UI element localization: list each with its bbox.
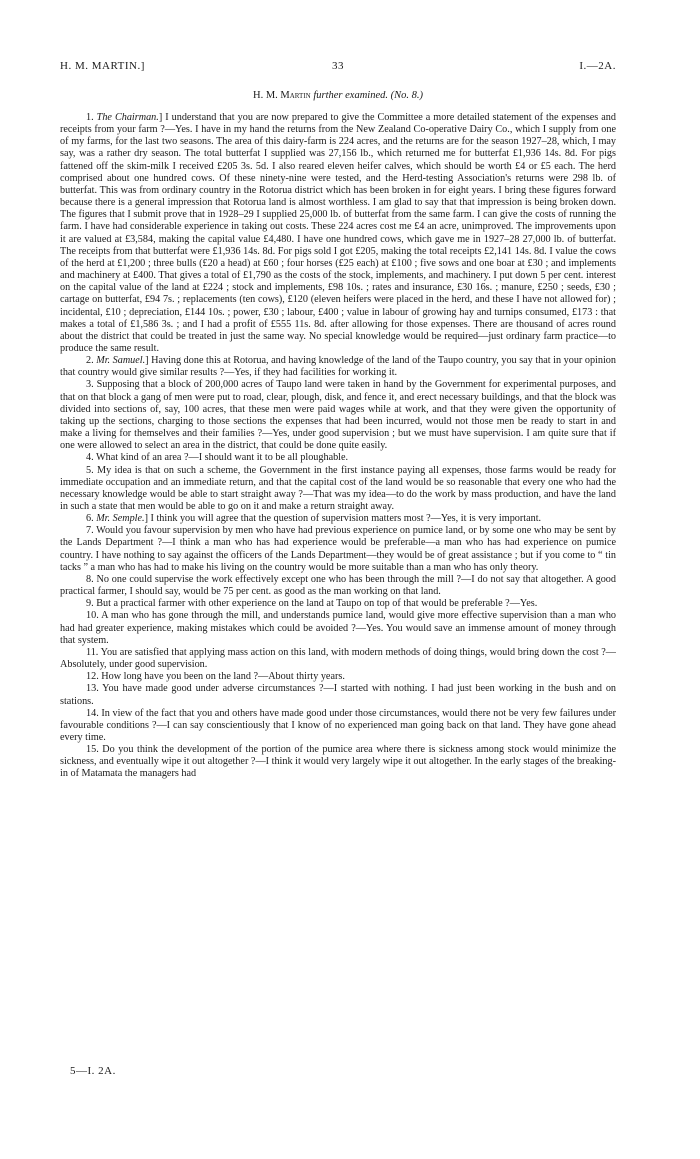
question-number: 4.: [86, 452, 97, 464]
paragraph-text: I think you will agree that the question of supervision matters most ?—Yes, it is very important.: [150, 513, 542, 525]
question-number: 13.: [86, 683, 103, 695]
paragraph-text: You are satisfied that applying mass action on this land, with modern methods of doing things, would bring down the cost ?—Absolutely, under good supervision.: [60, 646, 616, 671]
question-number: 9.: [86, 598, 97, 610]
paragraph-text: Supposing that a block of 200,000 acres of Taupo land were taken in hand by the Government for experimental purposes, and that on that block a gang of men were put to road, clear, plough, disk, and fence it, and erect necessary buildings, and that the block was divided into sections of, say, 100 acres, that these men were paid wages while at work, and that they were given the opportunity of taking up the sections, charging to those sections the expenses that had been incurred, would not those men be ready to start in and make a living for themselves and their families ?—Yes, under good supervision ; but we must have supervision. I am quite sure that if one were allowed to select an area in the district, that could be done quite easily.: [60, 379, 617, 452]
question-number: 1.: [86, 112, 97, 123]
question-number: 7.: [86, 525, 97, 537]
question-paragraph: [60, 355, 616, 379]
question-number: 6.: [86, 513, 97, 525]
question-number: 8.: [86, 573, 97, 585]
question-number: 11.: [86, 646, 101, 658]
question-paragraph: [60, 683, 616, 707]
speaker-bracket: ]: [158, 112, 166, 123]
question-paragraph: [60, 708, 616, 744]
speaker-name: The Chairman.: [96, 112, 159, 123]
question-paragraph: [60, 452, 616, 464]
question-paragraph: [60, 513, 616, 525]
document-reference: I.—2A.: [579, 60, 616, 72]
question-paragraph: [60, 647, 616, 671]
paragraph-text: You have made good under adverse circumstances ?—I started with nothing. I had just been working in the bush and on stations.: [60, 683, 617, 707]
paragraph-text: In view of the fact that you and others have made good under those circumstances, would there not be very few failures under favourable conditions ?—I can say conscientiously that I know of no experienced man going back on that land. They have gone ahead every time.: [60, 707, 617, 743]
question-paragraph: [60, 525, 616, 574]
speaker-name: Mr. Semple.: [96, 513, 145, 525]
paragraph-text: Do you think the development of the portion of the pumice area where there is sickness among stock would minimize the sickness, and eventually wipe it out altogether ?—I think it would very largely wipe it out altogether. In the early stages of the breaking-in of Matamata the managers had: [60, 744, 616, 780]
question-number: 12.: [86, 671, 102, 683]
question-paragraph: [60, 379, 616, 452]
speaker-bracket: ]: [144, 513, 151, 525]
witness-name: H. M. Martin: [252, 90, 311, 101]
page-number: 33: [332, 60, 344, 72]
paragraph-text: What kind of an area ?—I should want it to be all ploughable.: [96, 452, 349, 464]
question-paragraph: [60, 465, 616, 514]
paragraph-text: How long have you been on the land ?—About thirty years.: [101, 671, 345, 683]
question-paragraph: [60, 744, 616, 780]
running-head: [60, 60, 616, 76]
paragraph-text: Would you favour supervision by men who have had previous experience on pumice land, or by some one who may be sent by the Lands Department ?—I think a man who has had experience would be preferable—a man who has had experience on pumice country. I have nothing to say against the officers of the Lands Department—they would be of great assistance ; but if you come to “ tin tacks ” a man who has had to make his living on the country would be more suitable than a man who has only theory.: [60, 525, 616, 573]
speaker-name: Mr. Samuel.: [96, 355, 146, 367]
question-paragraph: [60, 574, 616, 598]
paragraph-text: My idea is that on such a scheme, the Government in the first instance paying all expenses, those farms would be ready for immediate occupation and an immediate return, and that the capital cost of the land would be so reasonable that every one who had the necessary knowledge would be able to start straight away ?—That was my idea—to do the work by mass production, and have the land in such a state that men would be able to go on it and make a return straight away.: [60, 464, 617, 512]
question-number: 2.: [86, 355, 97, 367]
running-head-author: H. M. MARTIN.]: [60, 60, 145, 72]
paragraph-text: I understand that you are now prepared to give the Committee a more detailed statement of the expenses and receipts from your farm ?—Yes. I have in my hand the returns from the New Zealand Co-operative Dairy Co., which I supply from one of my farms, for the last two seasons. The area of this dairy-farm is 224 acres, and the returns are for the season 1927–28, which, I may say, was a rather dry season. The total butterfat I supplied was 27,156 lb., which returned me for butterfat £1,936 14s. 8d. For pigs fattened off the skim-milk I received £205 3s. 5d. I also reared eleven heifer calves, which should be worth £4 or £5 each. The herd comprised about one hundred cows. Of these ninety-nine were tested, and the Herd-testing Association's returns were 298 lb. of butterfat. This was from ordinary country in the Rotorua district which has been broken in for eight years. I bring these figures forward because there is a general impression that Rotorua land is almost worthless. I am glad to say that that impression is being broken down. The figures that I submit prove that in 1928–29 I supplied 25,000 lb. of butterfat from the same farm. I can give the costs of running the farm. I have had considerable experience in taking out costs. These 224 acres cost me £4 an acre, unimproved. The improvements upon it are valued at £3,584, making the capital value £4,480. I have one hundred cows, which gave me in 1927–28 27,000 lb. of butterfat. The receipts from that butterfat were £1,936 14s. 8d. For pigs sold I got £205, making the total receipts £2,141 14s. 8d. I value the cows of the herd at £1,200 ; three bulls (£20 a head) at £60 ; four horses (£25 each) at £100 ; five sows and one boar at £30 ; and implements and machinery at £400. That gives a total of £1,790 as the costs of the stock, implements, and machinery. I put down 5 per cent. interest on the capital value of the land at £224 ; stock and implements, £98 10s. ; rates and insurance, £30 16s. ; manure, £250 ; seeds, £30 ; cartage on butterfat, £94 7s. ; replacements (ten cows), £120 (eleven heifers were placed in the herd, and these I have not allowed for) ; incidental, £10 ; depreciation, £144 10s. ; power, £30 ; labour, £400 ; value in labour of growing hay and turnips consumed, £173 : that makes a total of £1,586 3s. ; and I had a profit of £555 11s. 8d. after allowing for those expenses. There are thousand of acres round about the district that could be treated in just the same way. No special knowledge would be required—just ordinary farm practice—to produce the same result.: [60, 112, 616, 354]
speaker-bracket: ]: [145, 355, 152, 367]
question-paragraph: [60, 112, 616, 355]
section-heading-suffix: further examined. (No. 8.): [310, 90, 423, 101]
section-heading: [60, 90, 616, 101]
paragraph-text: No one could supervise the work effectively except one who has been through the mill ?—I do not say that altogether. A good practical farmer, I should say, would be 75 per cent. as good as the man working on that land.: [60, 573, 616, 598]
question-paragraph: [60, 598, 616, 610]
question-number: 15.: [86, 744, 103, 756]
paragraph-text: Having done this at Rotorua, and having knowledge of the land of the Taupo country, you say that in your opinion that country would give similar results ?—Yes, if they had facilities for working it.: [60, 355, 616, 379]
evidence-body: [60, 112, 616, 781]
question-number: 5.: [86, 464, 98, 476]
paragraph-text: A man who has gone through the mill, and understands pumice land, would give more effective supervision than a man who had had greater experience, making mistakes which could be avoided ?—Yes. You would save an immense amount of money through that system.: [60, 610, 617, 646]
question-number: 3.: [86, 379, 97, 391]
question-paragraph: [60, 671, 616, 683]
question-number: 10.: [86, 610, 102, 622]
printer-signature: 5—I. 2A.: [70, 1065, 116, 1077]
paragraph-text: But a practical farmer with other experience on the land at Taupo on top of that would be preferable ?—Yes.: [96, 598, 538, 610]
question-paragraph: [60, 610, 616, 646]
question-number: 14.: [86, 707, 102, 719]
